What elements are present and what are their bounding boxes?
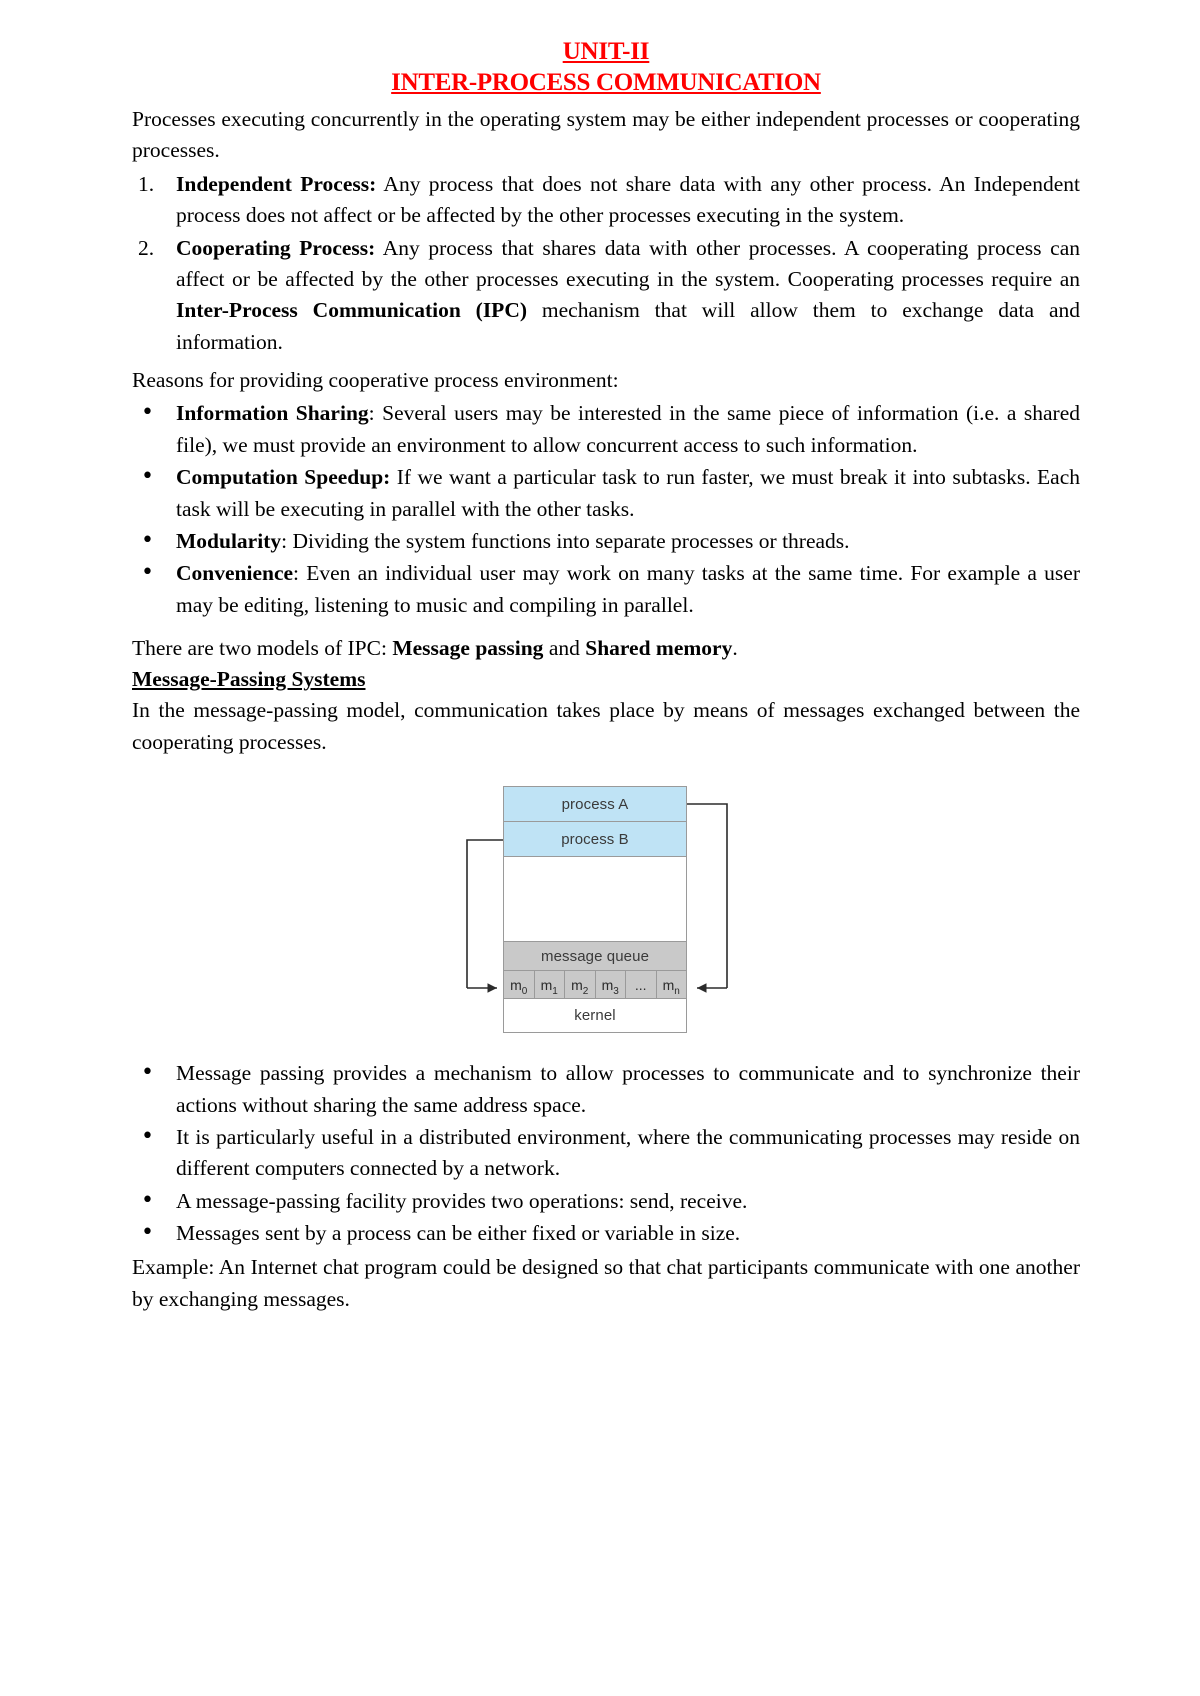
section-heading-wrap [132, 664, 1080, 692]
section-intro-paragraph: In the message-passing model, communication takes place by means of messages exchanged between the cooperating processes. [132, 698, 1080, 754]
bullet-information-sharing [132, 398, 1080, 461]
term-computation-speedup: Computation Speedup: [176, 465, 391, 490]
term-convenience: Convenience [176, 561, 294, 586]
page-title-topic-text: INTER-PROCESS COMMUNICATION [391, 68, 821, 96]
message-cell-m2: $m_2$ [565, 971, 596, 998]
diagram-row-empty-space [504, 857, 686, 942]
text-convenience: : Even an individual user may work on many tasks at the same time. For example a user may be editing, listening to music and compiling in parallel. [176, 561, 1080, 617]
bullet-distributed-environment: • It is particularly useful in a distributed environment, where the communicating processes may reside on different computers connected by a network. [132, 1122, 1080, 1185]
diagram-row-kernel: kernel [504, 999, 686, 1032]
list-item-cooperating-process [132, 233, 1080, 359]
bullet-fixed-or-variable-size: • Messages sent by a process can be either fixed or variable in size. [132, 1218, 1080, 1249]
bullet-modularity [132, 526, 1080, 557]
page-title-unit [132, 38, 1080, 67]
text-independent-process: Any process that does not share data with any other process. An Independent process does not affect or be affected by the other processes executing in the system. [176, 171, 1080, 228]
text-cooperating-process-after: mechanism that will allow them to exchange data and information. [176, 298, 1080, 354]
message-cell-m0: $m_0$ [504, 971, 535, 998]
ipc-models-line [132, 633, 1080, 664]
term-modularity: Modularity [176, 528, 282, 553]
models-bold-message-passing: Message passing [392, 636, 544, 660]
bullet-computation-speedup [132, 462, 1080, 525]
text-modularity: : Dividing the system functions into separate processes or threads. [281, 528, 850, 553]
models-text-before: There are two models of IPC: [132, 636, 393, 660]
message-passing-bullet-list [132, 1058, 1080, 1249]
process-types-list [132, 169, 1080, 358]
message-cell-mn: $m_n$ [662, 977, 680, 997]
models-bold-shared-memory: Shared memory [585, 636, 733, 660]
term-information-sharing: Information Sharing [176, 401, 369, 426]
intro-paragraph: Processes executing concurrently in the operating system may be either independent processes or cooperating processes. [132, 107, 1080, 163]
diagram-container [132, 780, 1080, 1040]
page-title-topic [132, 69, 1080, 98]
models-text-middle: and [543, 636, 586, 660]
example-paragraph: Example: An Internet chat program could be designed so that chat participants communicate with one another by exchanging messages. [132, 1255, 1080, 1311]
bullet-two-operations: • A message-passing facility provides two operations: send, receive. [132, 1186, 1080, 1217]
message-cell-ellipsis: ... [626, 971, 657, 998]
diagram-box [503, 786, 687, 1033]
text-computation-speedup: If we want a particular task to run faster, we must break it into subtasks. Each task will be executing in parallel with the other tasks. [176, 465, 1080, 521]
term-independent-process: Independent Process: [176, 171, 377, 196]
message-cell-m1: $m_1$ [535, 971, 566, 998]
reasons-bullet-list [132, 398, 1080, 621]
text-information-sharing: : Several users may be interested in the same piece of information (i.e. a shared file), we must provide an environment to allow concurrent access to such information. [176, 401, 1080, 457]
arrow-process-a-to-queue [687, 804, 727, 988]
term-ipc-emphasis: Inter-Process Communication (IPC) [176, 298, 528, 323]
diagram-message-cells-row [504, 971, 686, 999]
reasons-heading: Reasons for providing cooperative process environment: [132, 368, 619, 392]
list-item-independent-process [132, 169, 1080, 232]
arrow-queue-to-process-b [467, 840, 503, 988]
bullet-convenience [132, 558, 1080, 621]
page-title-unit-text: UNIT-II [562, 38, 650, 65]
term-cooperating-process: Cooperating Process: [176, 235, 376, 260]
bullet-message-passing-mechanism: • Message passing provides a mechanism to allow processes to communicate and to synchronize their actions without sharing the same address space. [132, 1058, 1080, 1121]
diagram-row-process-b: process B [504, 822, 686, 857]
message-passing-model-diagram [441, 780, 771, 1040]
message-cell-m3: $m_3$ [596, 971, 627, 998]
text-cooperating-process-before: Any process that shares data with other processes. A cooperating process can affect or be affected by the other processes executing in the system. Cooperating processes require an [176, 235, 1080, 291]
models-text-after: . [732, 636, 738, 660]
section-heading-message-passing-systems: Message-Passing Systems [132, 667, 366, 692]
diagram-row-message-queue-label: message queue [504, 942, 686, 971]
diagram-row-process-a: process A [504, 787, 686, 822]
